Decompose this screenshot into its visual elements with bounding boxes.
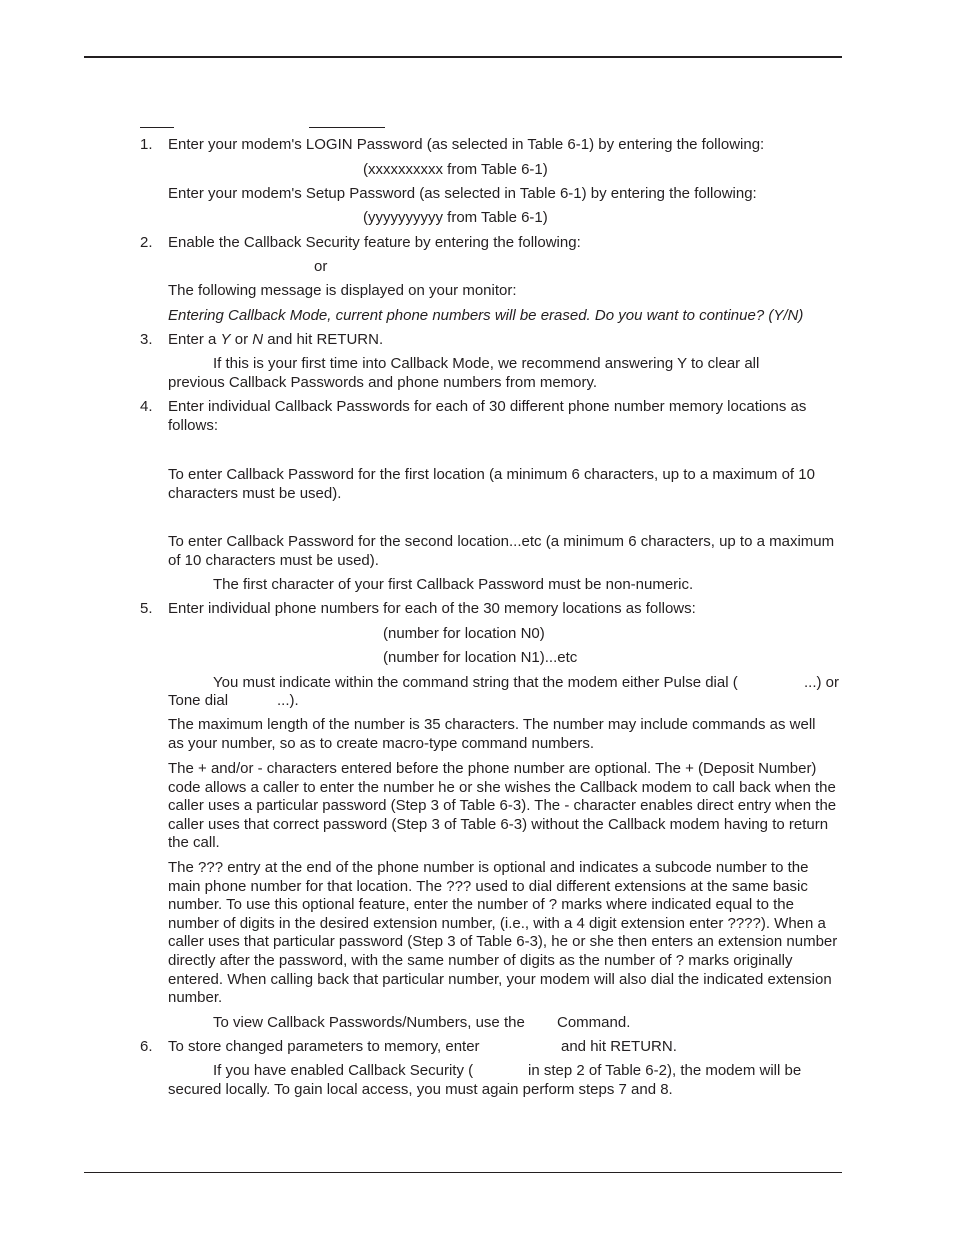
dial-note-tone-end: ...). [277,692,299,709]
setup-password-note: (yyyyyyyyyy from Table 6-1) [363,209,548,226]
plus-minus-paragraph: The + and/or - characters entered before the phone number are optional. The + (Deposit Number) code allows a caller to enter the number he or she wishes the Callback modem to call back when the caller uses a particular password (Step 3 of Table 6-3). The - character enables direct entry when the caller uses that correct password (Step 3 of Table 6-3) without the Callback modem having to return the call. [168,760,837,852]
header-rule [84,56,842,58]
dial-note-tone: Tone dial [168,692,229,709]
step-3-intro: Enter a Y or N and hit RETURN. [168,331,384,348]
dial-note-line-1: You must indicate within the command string that the modem either Pulse dial ( [213,674,738,691]
footer-rule [84,1172,842,1173]
step-number: 2. [140,234,153,251]
no-key: N [252,331,264,348]
step-6-intro: To store changed parameters to memory, enter [168,1038,480,1055]
step-6-note-cont: in step 2 of Table 6-2), the modem will be [528,1062,802,1079]
step-6-intro-end: and hit RETURN. [561,1038,677,1055]
step-number: 5. [140,600,153,617]
yes-key: Y [220,331,231,348]
subcode-paragraph: The ??? entry at the end of the phone number is optional and indicates a subcode number to the main phone number for that location. The ??? used to dial different extensions at the same basic number. To use this optional feature, enter the number of ? marks where indicated equal to the number of digits in the desired extension number, (i.e., with a 4 digit extension enter ????). When a caller uses that particular password (Step 3 of Table 6-3), he or she then enters an extension number directly after the password, with the same number of digits as the number of ? marks originally entered. When calling back that particular number, your modem will also dial the indicated extension number. [168,859,838,1007]
view-note: To view Callback Passwords/Numbers, use the [213,1014,525,1031]
max-length-paragraph: The maximum length of the number is 35 characters. The number may include commands as well as your number, so as to create macro-type command numbers. [168,716,816,752]
callback-mode-message: Entering Callback Mode, current phone numbers will be erased. Do you want to continue? (Y/N) [168,307,804,324]
step-6-note: If you have enabled Callback Security ( [213,1062,474,1079]
view-note-command: Command. [557,1014,631,1031]
location-n1-note: (number for location N1)...etc [383,649,578,666]
login-password-note: (xxxxxxxxxx from Table 6-1) [363,161,548,178]
location-n0-note: (number for location N0) [383,625,545,642]
second-location-instruction: To enter Callback Password for the second location...etc (a minimum 6 characters, up to a maximum of 10 characters must be used). [168,533,835,569]
dial-note-pulse-end: ...) or [804,674,840,691]
command-or: or [314,258,328,275]
step-3-note: If this is your first time into Callback Mode, we recommend answering Y to clear all previous Callback Passwords and phone numbers from memory. [168,355,760,391]
step-number: 3. [140,331,153,348]
column-header-underline-procedure [309,127,385,128]
step-number: 6. [140,1038,153,1055]
step-5-intro: Enter individual phone numbers for each of the 30 memory locations as follows: [168,600,696,617]
column-header-underline-step [140,127,174,128]
step-6-note-end: secured locally. To gain local access, you must again perform steps 7 and 8. [168,1081,673,1098]
message-label: The following message is displayed on your monitor: [168,282,517,299]
setup-password-intro: Enter your modem's Setup Password (as selected in Table 6-1) by entering the following: [168,185,757,202]
step-1-intro: Enter your modem's LOGIN Password (as selected in Table 6-1) by entering the following: [168,136,765,153]
first-location-instruction: To enter Callback Password for the first location (a minimum 6 characters, up to a maximum of 10 characters must be used). [168,466,815,502]
step-4-intro: Enter individual Callback Passwords for each of 30 different phone number memory locations as follows: [168,398,807,434]
step-number: 4. [140,398,153,415]
step-number: 1. [140,136,153,153]
step-2-intro: Enable the Callback Security feature by entering the following: [168,234,581,251]
step-4-note: The first character of your first Callback Password must be non-numeric. [213,576,694,593]
